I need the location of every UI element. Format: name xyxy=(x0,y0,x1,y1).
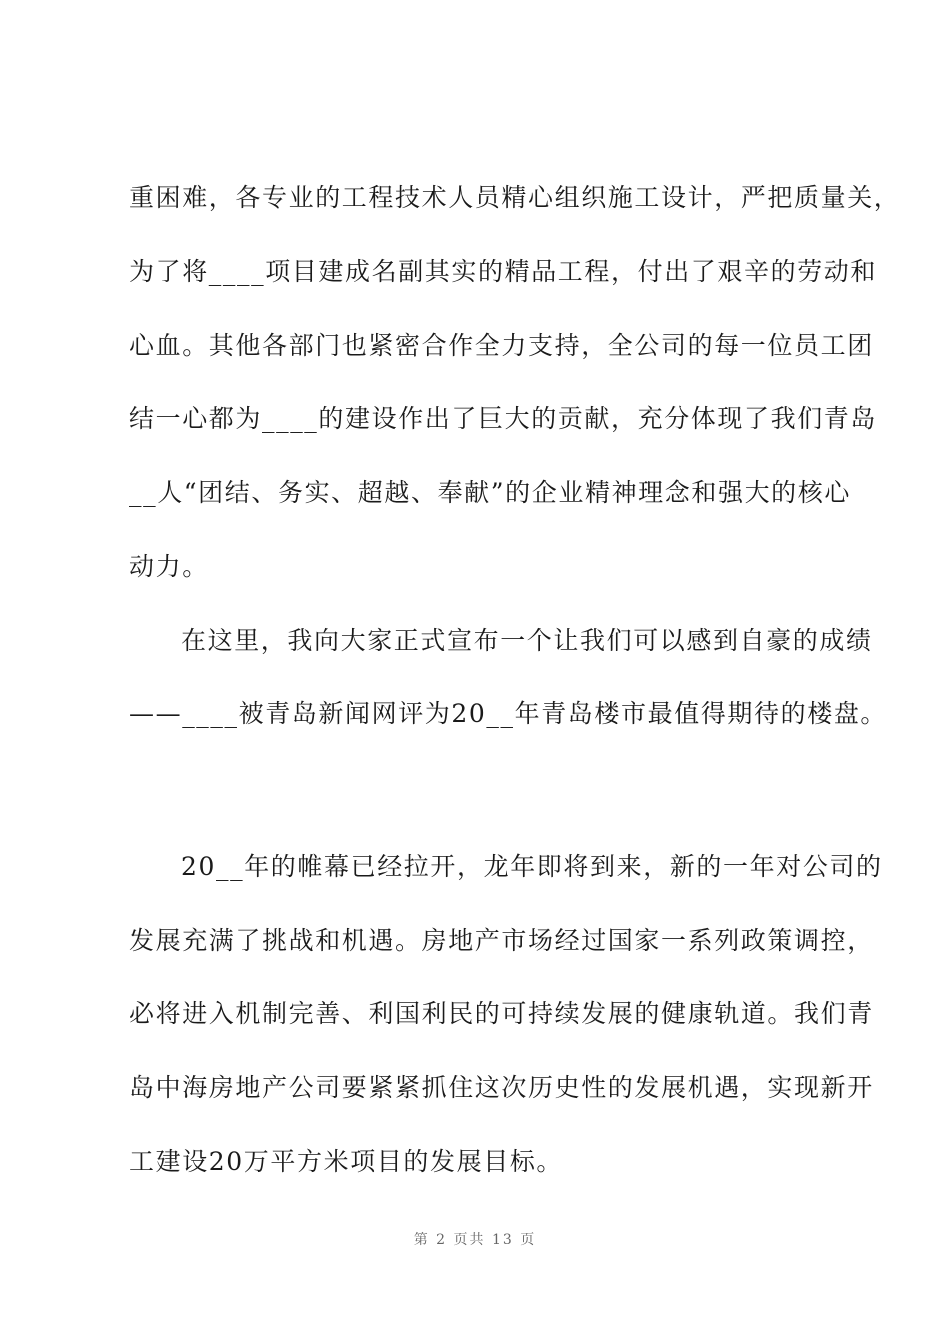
paragraph-line: 岛中海房地产公司要紧紧抓住这次历史性的发展机遇，实现新开 xyxy=(129,1073,874,1102)
paragraph-line: 必将进入机制完善、利国利民的可持续发展的健康轨道。我们青 xyxy=(129,999,874,1028)
paragraph-line: __人“团结、务实、超越、奉献”的企业精神理念和强大的核心 xyxy=(129,478,851,507)
paragraph-line: 在这里，我向大家正式宣布一个让我们可以感到自豪的成绩 xyxy=(181,626,873,655)
paragraph-line: 动力。 xyxy=(129,552,209,581)
paragraph-line: 重困难，各专业的工程技术人员精心组织施工设计，严把质量关， xyxy=(129,183,901,212)
paragraph-line: 发展充满了挑战和机遇。房地产市场经过国家一系列政策调控， xyxy=(129,926,874,955)
paragraph-line: 20__年的帷幕已经拉开，龙年即将到来，新的一年对公司的 xyxy=(181,852,883,881)
paragraph-line: 工建设20万平方米项目的发展目标。 xyxy=(129,1147,564,1176)
paragraph-line: ——____被青岛新闻网评为20__年青岛楼市最值得期待的楼盘。 xyxy=(129,699,888,728)
paragraph-line: 心血。其他各部门也紧密合作全力支持，全公司的每一位员工团 xyxy=(129,331,874,360)
paragraph-line: 结一心都为____的建设作出了巨大的贡献，充分体现了我们青岛 xyxy=(129,404,878,433)
paragraph-line: 为了将____项目建成名副其实的精品工程，付出了艰辛的劳动和 xyxy=(129,257,878,286)
page-number-footer: 第 2 页共 13 页 xyxy=(413,1232,537,1248)
